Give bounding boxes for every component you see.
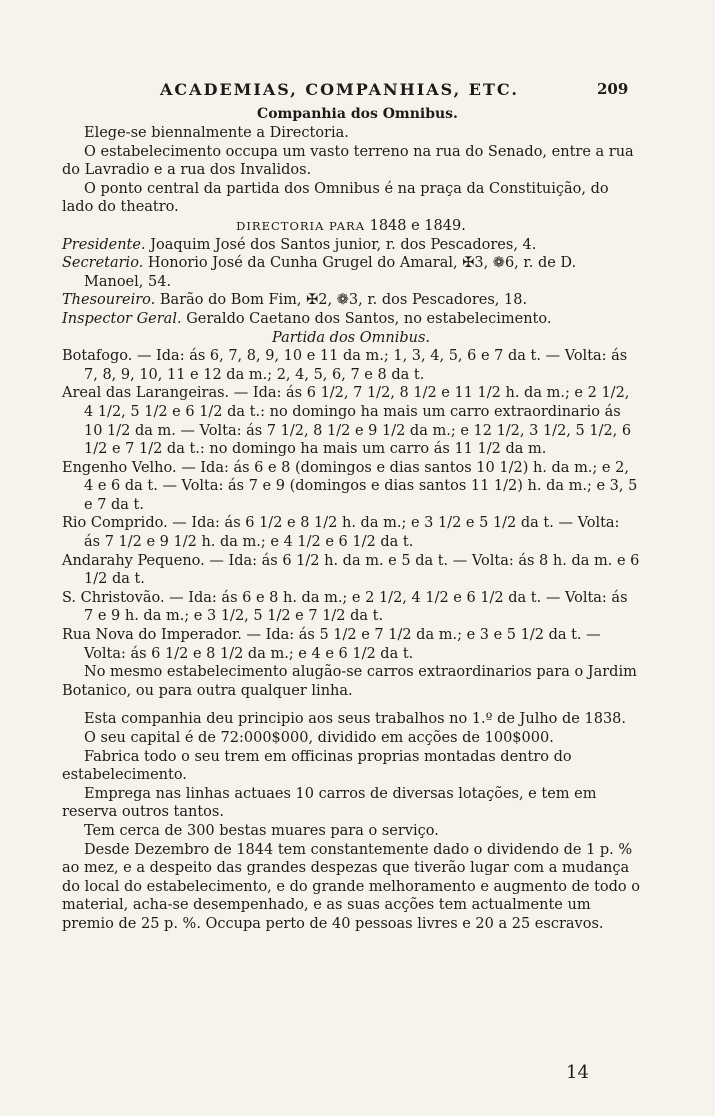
page-number: 209 — [597, 80, 629, 98]
route-entry — [62, 626, 640, 663]
history-paragraph: Desde Dezembro de 1844 tem constantemente dado o dividendo de 1 p. % ao mez, e a despeito das grandes despezas que tiverão lugar com a mudança do local do estabelecimento, e do grande melhoramento e augmento de todo o material, acha-se desempenhado, e as suas acções tem actualmente um premio de 25 p. %. Occupa perto de 40 pessoas livres e 20 a 25 escravos. — [62, 841, 640, 932]
route-name: Andarahy Pequeno. — [62, 552, 205, 569]
departures-heading: Partida dos Omnibus. — [271, 329, 431, 346]
route-name: S. Christovão. — [62, 589, 165, 606]
section-title: Companhia dos Omnibus. — [257, 106, 458, 122]
route-times: — Ida: ás 5 1/2 e 7 1/2 da m.; e 3 e 5 1/2 da t. — Volta: ás 6 1/2 e 8 1/2 da m.; e 4 e 6 1/2 da t. — [84, 627, 601, 662]
intro-paragraph: O estabelecimento occupa um vasto terreno na rua do Senado, entre a rua do Lavradio e a rua dos Invalidos. — [62, 143, 634, 179]
body-text — [62, 124, 640, 934]
intro-paragraph: O ponto central da partida dos Omnibus é na praça da Constituição, do lado do theatro. — [62, 180, 609, 216]
history-paragraph: O seu capital é de 72:000$000, dividido em acções de 100$000. — [84, 730, 554, 746]
route-times: — Ida: ás 6 e 8 h. da m.; e 2 1/2, 4 1/2 e 6 1/2 da t. — Volta: ás 7 e 9 h. da m.; e 3 1/2, 5 1/2 e 7 1/2 da t. — [84, 589, 628, 625]
signature-mark: 14 — [566, 1062, 589, 1083]
route-times: — Ida: ás 6 1/2 e 8 1/2 h. da m.; e 3 1/2 e 5 1/2 da t. — Volta: ás 7 1/2 e 9 1/2 h. da m.; e 4 1/2 e 6 1/2 da t. — [84, 515, 620, 551]
directory-heading-years: 1848 e 1849. — [369, 217, 466, 234]
route-entry — [62, 514, 640, 551]
route-times: — Ida: ás 6 1/2 h. da m. e 5 da t. — Volta: ás 8 h. da m. e 6 1/2 da t. — [84, 552, 640, 588]
directory-heading-prefix: DIRECTORIA PARA — [236, 218, 365, 233]
member-text: Joaquim José dos Santos junior, r. dos Pescadores, 4. — [150, 236, 537, 253]
directory-member — [62, 254, 640, 291]
history-paragraph: Emprega nas linhas actuaes 10 carros de diversas lotações, e tem em reserva outros tantos. — [62, 785, 597, 821]
history-paragraph: Tem cerca de 300 bestas muares para o serviço. — [84, 822, 439, 839]
member-text: Geraldo Caetano dos Santos, no estabelecimento. — [186, 310, 552, 327]
member-text: Barão do Bom Fim, ✠2, ❁3, r. dos Pescadores, 18. — [159, 292, 528, 309]
directory-heading — [62, 217, 640, 236]
member-role: Presidente. — [62, 236, 146, 253]
route-name: Rio Comprido. — [62, 515, 168, 532]
route-name: Botafogo. — [62, 348, 133, 365]
route-entry — [62, 459, 640, 515]
route-name: Rua Nova do Imperador. — [62, 627, 242, 644]
directory-member — [62, 236, 640, 255]
route-entry — [62, 347, 640, 384]
directory-member — [62, 310, 640, 329]
directory-member — [62, 291, 640, 310]
intro-paragraph: Elege-se biennalmente a Directoria. — [84, 125, 349, 141]
history-paragraph: Esta companhia deu principio aos seus trabalhos no 1.º de Julho de 1838. — [84, 711, 627, 728]
route-times: — Ida: ás 6 1/2, 7 1/2, 8 1/2 e 11 1/2 h. da m.; e 2 1/2, 4 1/2, 5 1/2 e 6 1/2 da t.: no domingo ha mais um carro extraordinario ás 10 1/2 da m. — Volta: ás 7 1/2, 8 1/2 e 9 1/2 da m.; e 12 1/2, 3 1/2, 5 1/2, 6 1/2 e 7 1/2 da t.: no domingo ha mais um carro ás 11 1/2 da m. — [84, 385, 632, 458]
route-entry — [62, 384, 640, 458]
member-role: Thesoureiro. — [62, 292, 156, 309]
route-entry — [62, 552, 640, 589]
running-title: ACADEMIAS, COMPANHIAS, ETC. — [160, 80, 519, 99]
route-times: — Ida: ás 6 e 8 (domingos e dias santos 10 1/2) h. da m.; e 2, 4 e 6 da t. — Volta: ás 7 e 9 (domingos e dias santos 11 1/2) h. da m.; e 3, 5 e 7 da t. — [84, 459, 638, 513]
route-times: — Ida: ás 6, 7, 8, 9, 10 e 11 da m.; 1, 3, 4, 5, 6 e 7 da t. — Volta: ás 7, 8, 9, 10, 11 e 12 da m.; 2, 4, 5, 6, 7 e 8 da t. — [84, 348, 628, 383]
member-role: Inspector Geral. — [62, 310, 182, 327]
member-text: Honorio José da Cunha Grugel do Amaral, ✠3, ❁6, r. de D. Manoel, 54. — [84, 255, 577, 290]
member-role: Secretario. — [62, 255, 144, 272]
route-entry — [62, 589, 640, 626]
departures-note: No mesmo estabelecimento alugão-se carros extraordinarios para o Jardim Botanico, ou para outra qualquer linha. — [62, 664, 637, 699]
route-name: Engenho Velho. — [62, 459, 177, 476]
history-paragraph: Fabrica todo o seu trem em officinas proprias montadas dentro do estabelecimento. — [62, 748, 572, 784]
paragraph-gap — [62, 700, 640, 710]
route-name: Areal das Larangeiras. — [62, 385, 230, 402]
